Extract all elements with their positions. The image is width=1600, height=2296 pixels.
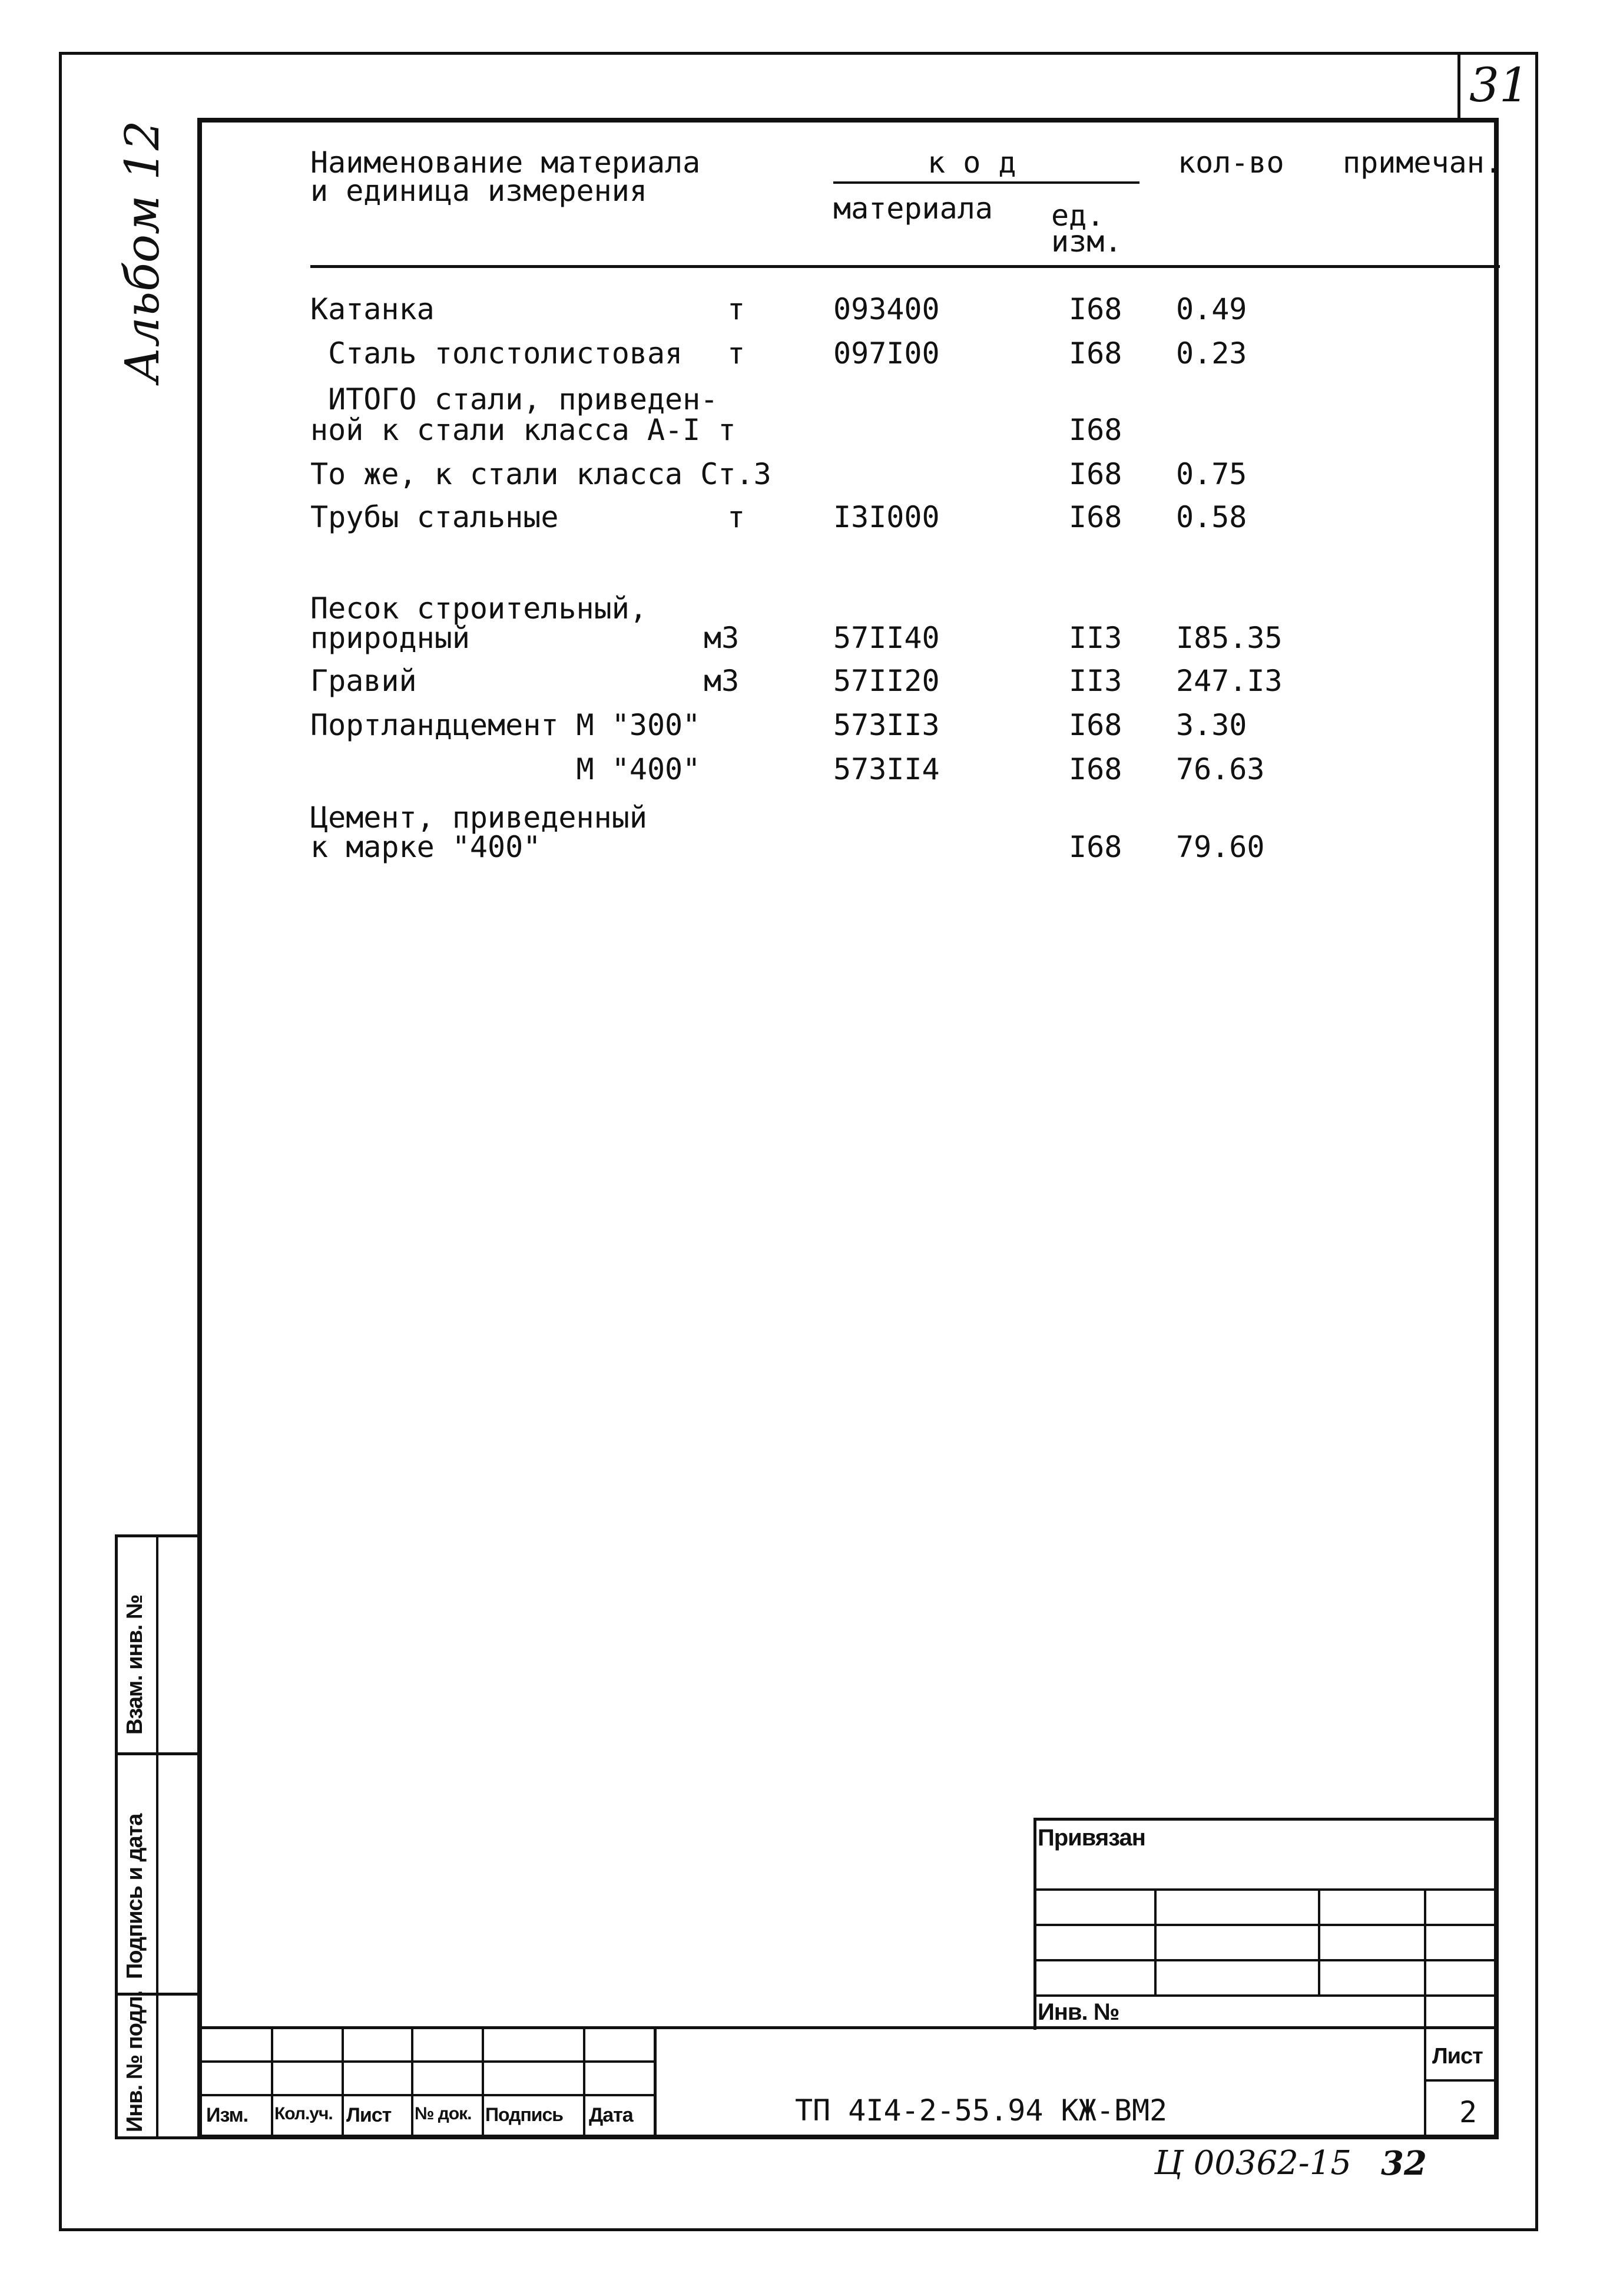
- row-1-name: Сталь толстолистовая: [310, 336, 683, 370]
- header-code-unit-1: ед.: [1051, 198, 1105, 233]
- inv-no-label: Инв. №: [1038, 1999, 1119, 2025]
- col-no-dok: № док.: [415, 2104, 472, 2123]
- row-0-unit-code: I68: [1069, 292, 1122, 326]
- row-5-name: Трубы стальные: [310, 500, 559, 534]
- row-10-unit-code: I68: [1069, 752, 1122, 786]
- row-8-code: 57II20: [833, 664, 940, 698]
- row-4-name: То же, к стали класса Ст.3: [310, 457, 771, 491]
- row-1-qty: 0.23: [1176, 336, 1247, 370]
- row-8-name: Гравий: [310, 664, 417, 698]
- row-4-qty: 0.75: [1176, 457, 1247, 491]
- col-kol-uch: Кол.уч.: [274, 2104, 333, 2123]
- row-5-unit-code: I68: [1069, 500, 1122, 534]
- row-6-name: Песок строительный,: [310, 591, 647, 626]
- sheet-number-top: 31: [1469, 58, 1529, 113]
- row-3-name: ной к стали класса А-I т: [310, 413, 736, 447]
- sheet-label: Лист: [1432, 2044, 1483, 2069]
- row-5-qty: 0.58: [1176, 500, 1247, 534]
- row-0-code: 093400: [833, 292, 940, 326]
- row-11-name: Цемент, приведенный: [310, 800, 647, 835]
- header-qty: кол-во: [1178, 145, 1284, 180]
- row-9-qty: 3.30: [1176, 708, 1247, 742]
- col-izm: Изм.: [206, 2104, 249, 2126]
- row-10-qty: 76.63: [1176, 752, 1265, 786]
- col-list: Лист: [346, 2104, 392, 2126]
- row-9-code: 573II3: [833, 708, 940, 742]
- row-5-code: I3I000: [833, 500, 940, 534]
- header-note: примечан.: [1343, 145, 1502, 180]
- row-10-name: М "400": [310, 752, 701, 786]
- designation: ТП 4I4-2-55.94 КЖ-ВМ2: [795, 2093, 1168, 2128]
- row-8-qty: 247.I3: [1176, 664, 1283, 698]
- row-8-unit-code: II3: [1069, 664, 1122, 698]
- bottom-page: 32: [1381, 2144, 1427, 2183]
- side-stamp-sign: Подпись и дата: [122, 1814, 147, 1979]
- row-12-name: к марке "400": [310, 830, 541, 864]
- row-7-qty: I85.35: [1176, 621, 1283, 655]
- row-3-unit-code: I68: [1069, 413, 1122, 447]
- header-code-material: материала: [833, 191, 993, 226]
- row-8-unit: м3: [704, 664, 740, 698]
- col-data: Дата: [589, 2104, 633, 2126]
- row-7-unit-code: II3: [1069, 621, 1122, 655]
- row-2-name: ИТОГО стали, приведен-: [310, 382, 718, 416]
- row-9-unit-code: I68: [1069, 708, 1122, 742]
- row-4-unit-code: I68: [1069, 457, 1122, 491]
- row-7-name: природный: [310, 621, 470, 655]
- side-stamp-vzam: Взам. инв. №: [122, 1594, 147, 1735]
- row-7-unit: м3: [704, 621, 740, 655]
- row-10-code: 573II4: [833, 752, 940, 786]
- col-podpis: Подпись: [485, 2104, 563, 2125]
- privyazan-label: Привязан: [1038, 1825, 1145, 1851]
- row-1-code: 097I00: [833, 336, 940, 370]
- header-code: к о д: [927, 145, 1016, 180]
- row-0-unit: т: [727, 292, 746, 326]
- header-code-unit-2: изм.: [1051, 224, 1122, 259]
- row-12-qty: 79.60: [1176, 830, 1265, 864]
- sheet-value: 2: [1459, 2095, 1478, 2129]
- row-0-qty: 0.49: [1176, 292, 1247, 326]
- bottom-code: Ц 00362-15: [1154, 2144, 1351, 2182]
- row-1-unit-code: I68: [1069, 336, 1122, 370]
- header-name-line2: и единица измерения: [310, 174, 647, 208]
- row-0-name: Катанка: [310, 292, 435, 326]
- side-stamp-inv: Инв. № подл.: [122, 1990, 147, 2132]
- row-1-unit: т: [727, 336, 746, 370]
- album-label: Альбом 12: [115, 120, 170, 383]
- header-name-line1: Наименование материала: [310, 145, 701, 180]
- row-7-code: 57II40: [833, 621, 940, 655]
- row-9-name: Портландцемент М "300": [310, 708, 701, 742]
- row-12-unit-code: I68: [1069, 830, 1122, 864]
- row-5-unit: т: [727, 500, 746, 534]
